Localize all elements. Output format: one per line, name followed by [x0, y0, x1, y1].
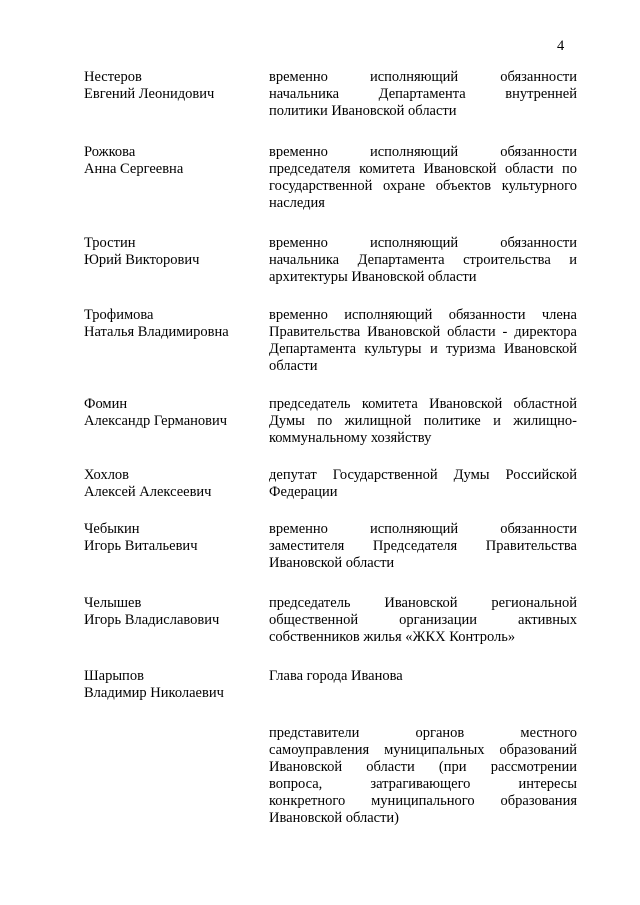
member-surname: Нестеров: [84, 69, 142, 85]
member-name: [84, 307, 259, 341]
member-given-names: Игорь Владиславович: [84, 612, 220, 628]
member-position: [269, 521, 577, 572]
position-line: наследия: [269, 195, 325, 211]
closing-note-line: вопроса, затрагивающего интересы: [269, 776, 577, 792]
position-line: временно исполняющий обязанности: [269, 144, 577, 160]
closing-note-line: Ивановской области): [269, 810, 400, 826]
position-line: временно исполняющий обязанности: [269, 521, 577, 537]
position-line: председатель Ивановской региональной: [269, 595, 577, 611]
member-given-names: Евгений Леонидович: [84, 86, 215, 102]
member-name: [84, 595, 259, 629]
member-position: [269, 396, 577, 447]
member-position: [269, 595, 577, 646]
member-position: [269, 69, 577, 120]
position-line: Федерации: [269, 484, 338, 500]
member-position: [269, 144, 577, 212]
member-surname: Хохлов: [84, 467, 130, 483]
member-name: [84, 668, 259, 702]
position-line: Глава города Иванова: [269, 668, 403, 684]
page-number: 4: [557, 38, 565, 54]
member-name: [84, 521, 259, 555]
position-line: председатель комитета Ивановской областной: [269, 396, 577, 412]
member-surname: Фомин: [84, 396, 128, 412]
position-line: Думы по жилищной политике и жилищно-: [269, 413, 577, 429]
position-line: депутат Государственной Думы Российской: [269, 467, 577, 483]
member-given-names: Наталья Владимировна: [84, 324, 229, 340]
member-surname: Челышев: [84, 595, 142, 611]
closing-note-line: самоуправления муниципальных образований: [269, 742, 577, 758]
member-given-names: Алексей Алексеевич: [84, 484, 212, 500]
position-line: временно исполняющий обязанности: [269, 69, 577, 85]
member-name: [84, 396, 259, 430]
member-name: [84, 235, 259, 269]
position-line: государственной охране объектов культурного: [269, 178, 577, 194]
position-line: заместителя Председателя Правительства: [269, 538, 577, 554]
member-given-names: Игорь Витальевич: [84, 538, 198, 554]
member-surname: Рожкова: [84, 144, 136, 160]
member-name: [84, 144, 259, 178]
member-surname: Трофимова: [84, 307, 154, 323]
position-line: собственников жилья «ЖКХ Контроль»: [269, 629, 516, 645]
member-name: [84, 69, 259, 103]
position-line: коммунальному хозяйству: [269, 430, 432, 446]
closing-note-line: Ивановской области (при рассмотрении: [269, 759, 577, 775]
position-line: начальника Департамента строительства и: [269, 252, 577, 268]
position-line: начальника Департамента внутренней: [269, 86, 577, 102]
member-position: [269, 235, 577, 286]
member-given-names: Владимир Николаевич: [84, 685, 224, 701]
closing-note-line: конкретного муниципального образования: [269, 793, 577, 809]
position-line: политики Ивановской области: [269, 103, 457, 119]
position-line: председателя комитета Ивановской области по: [269, 161, 577, 177]
closing-note-line: представители органов местного: [269, 725, 577, 741]
position-line: Ивановской области: [269, 555, 395, 571]
member-given-names: Александр Германович: [84, 413, 228, 429]
member-given-names: Анна Сергеевна: [84, 161, 184, 177]
closing-note-text: [269, 725, 577, 827]
member-position: [269, 307, 577, 375]
position-line: Правительства Ивановской области - директора: [269, 324, 577, 340]
position-line: временно исполняющий обязанности: [269, 235, 577, 251]
member-given-names: Юрий Викторович: [84, 252, 200, 268]
member-position: [269, 467, 577, 501]
member-position: [269, 668, 577, 685]
position-line: области: [269, 358, 318, 374]
member-name: [84, 467, 259, 501]
position-line: общественной организации активных: [269, 612, 577, 628]
member-surname: Шарыпов: [84, 668, 144, 684]
member-surname: Тростин: [84, 235, 136, 251]
position-line: Департамента культуры и туризма Ивановской: [269, 341, 577, 357]
member-surname: Чебыкин: [84, 521, 140, 537]
position-line: временно исполняющий обязанности члена: [269, 307, 577, 323]
position-line: архитектуры Ивановской области: [269, 269, 477, 285]
